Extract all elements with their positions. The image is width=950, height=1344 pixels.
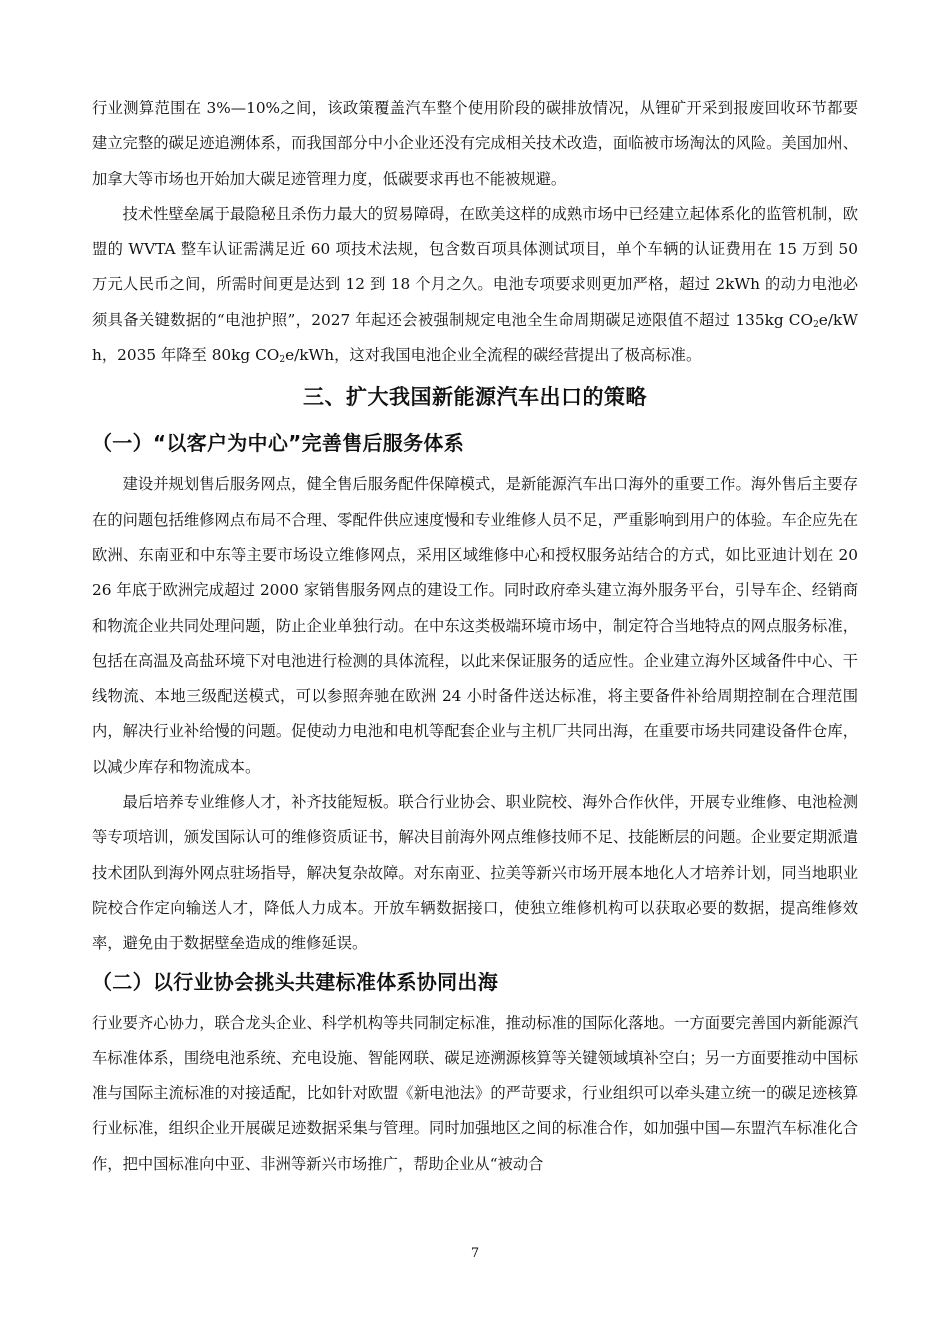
section-heading: 三、扩大我国新能源汽车出口的策略 — [303, 385, 647, 410]
paragraph-standards-system: 行业要齐心协力，联合龙头企业、科学机构等共同制定标准，推动标准的国际化落地。一方面要完善国内新能源汽车标准体系，围绕电池系统、充电设施、智能网联、碳足迹溯源核算等关键领域填补空白；另一方面要推动中国标准与国际主流标准的对接适配，比如针对欧盟《新电池法》的严苛要求，行业组织可以牵头建立统一的碳足迹核算行业标准，组织企业开展碳足迹数据采集与管理。同时加强地区之间的标准合作，如加强中国—东盟汽车标准化合作，把中国标准向中亚、非洲等新兴市场推广，帮助企业从“被动合 — [92, 1013, 858, 1173]
paragraph-technical-barriers: 技术性壁垒属于最隐秘且杀伤力最大的贸易障碍，在欧美这样的成熟市场中已经建立起体系化的监管机制，欧盟的 WVTA 整车认证需满足近 60 项技术法规，包含数百项具体测试项目，单个车辆的认证费用在 15 万到 50 万元人民币之间，所需时间更是达到 12 到 18 个月之久。电池专项要求则更加严格，超过 2kWh 的动力电池必须具备关键数据的“电池护照”，2027 年起还会被强制规定电池全生命周期碳足迹限值不超过 135kg $CO_2e$/kWh，2035 年降至 80kg $CO_2e$/kWh，这对我国电池企业全流程的碳经营提出了极高标准。 — [92, 204, 858, 366]
paragraph-after-sales-network: 建设并规划售后服务网点，健全售后服务配件保障模式，是新能源汽车出口海外的重要工作。海外售后主要存在的问题包括维修网点布局不合理、零配件供应速度慢和专业维修人员不足，严重影响到用户的体验。车企应先在欧洲、东南亚和中东等主要市场设立维修网点，采用区域维修中心和授权服务站结合的方式，如比亚迪计划在 2026 年底于欧洲完成超过 2000 家销售服务网点的建设工作。同时政府牵头建立海外服务平台，引导车企、经销商和物流企业共同处理问题，防止企业单独行动。在中东这类极端环境市场中，制定符合当地特点的网点服务标准，包括在高温及高盐环境下对电池进行检测的具体流程，以此来保证服务的适应性。企业建立海外区域备件中心、干线物流、本地三级配送模式，可以参照奔驰在欧洲 24 小时备件送达标准，将主要备件补给周期控制在合理范围内，解决行业补给慢的问题。促使动力电池和电机等配套企业与主机厂共同出海，在重要市场共同建设备件仓库，以减少库存和物流成本。 — [92, 475, 858, 776]
page-number: 7 — [470, 1246, 480, 1261]
subsection-heading-1: （一）“以客户为中心”完善售后服务体系 — [92, 431, 464, 456]
page-body — [92, 91, 858, 1182]
paragraph-talent-training: 最后培养专业维修人才，补齐技能短板。联合行业协会、职业院校、海外合作伙伴，开展专业维修、电池检测等专项培训，颁发国际认可的维修资质证书，解决目前海外网点维修技师不足、技能断层的问题。企业要定期派遣技术团队到海外网点驻场指导，解决复杂故障。对东南亚、拉美等新兴市场开展本地化人才培养计划，同当地职业院校合作定向输送人才，降低人力成本。开放车辆数据接口，使独立维修机构可以获取必要的数据，提高维修效率，避免由于数据壁垒造成的维修延误。 — [92, 793, 858, 953]
subsection-heading-2: （二）以行业协会挑头共建标准体系协同出海 — [92, 969, 498, 994]
paragraph-carbon-policy: 行业测算范围在 3%—10%之间，该政策覆盖汽车整个使用阶段的碳排放情况，从锂矿开采到报废回收环节都要建立完整的碳足迹追溯体系，而我国部分中小企业还没有完成相关技术改造，面临被市场淘汰的风险。美国加州、加拿大等市场也开始加大碳足迹管理力度，低碳要求再也不能被规避。 — [92, 99, 858, 188]
